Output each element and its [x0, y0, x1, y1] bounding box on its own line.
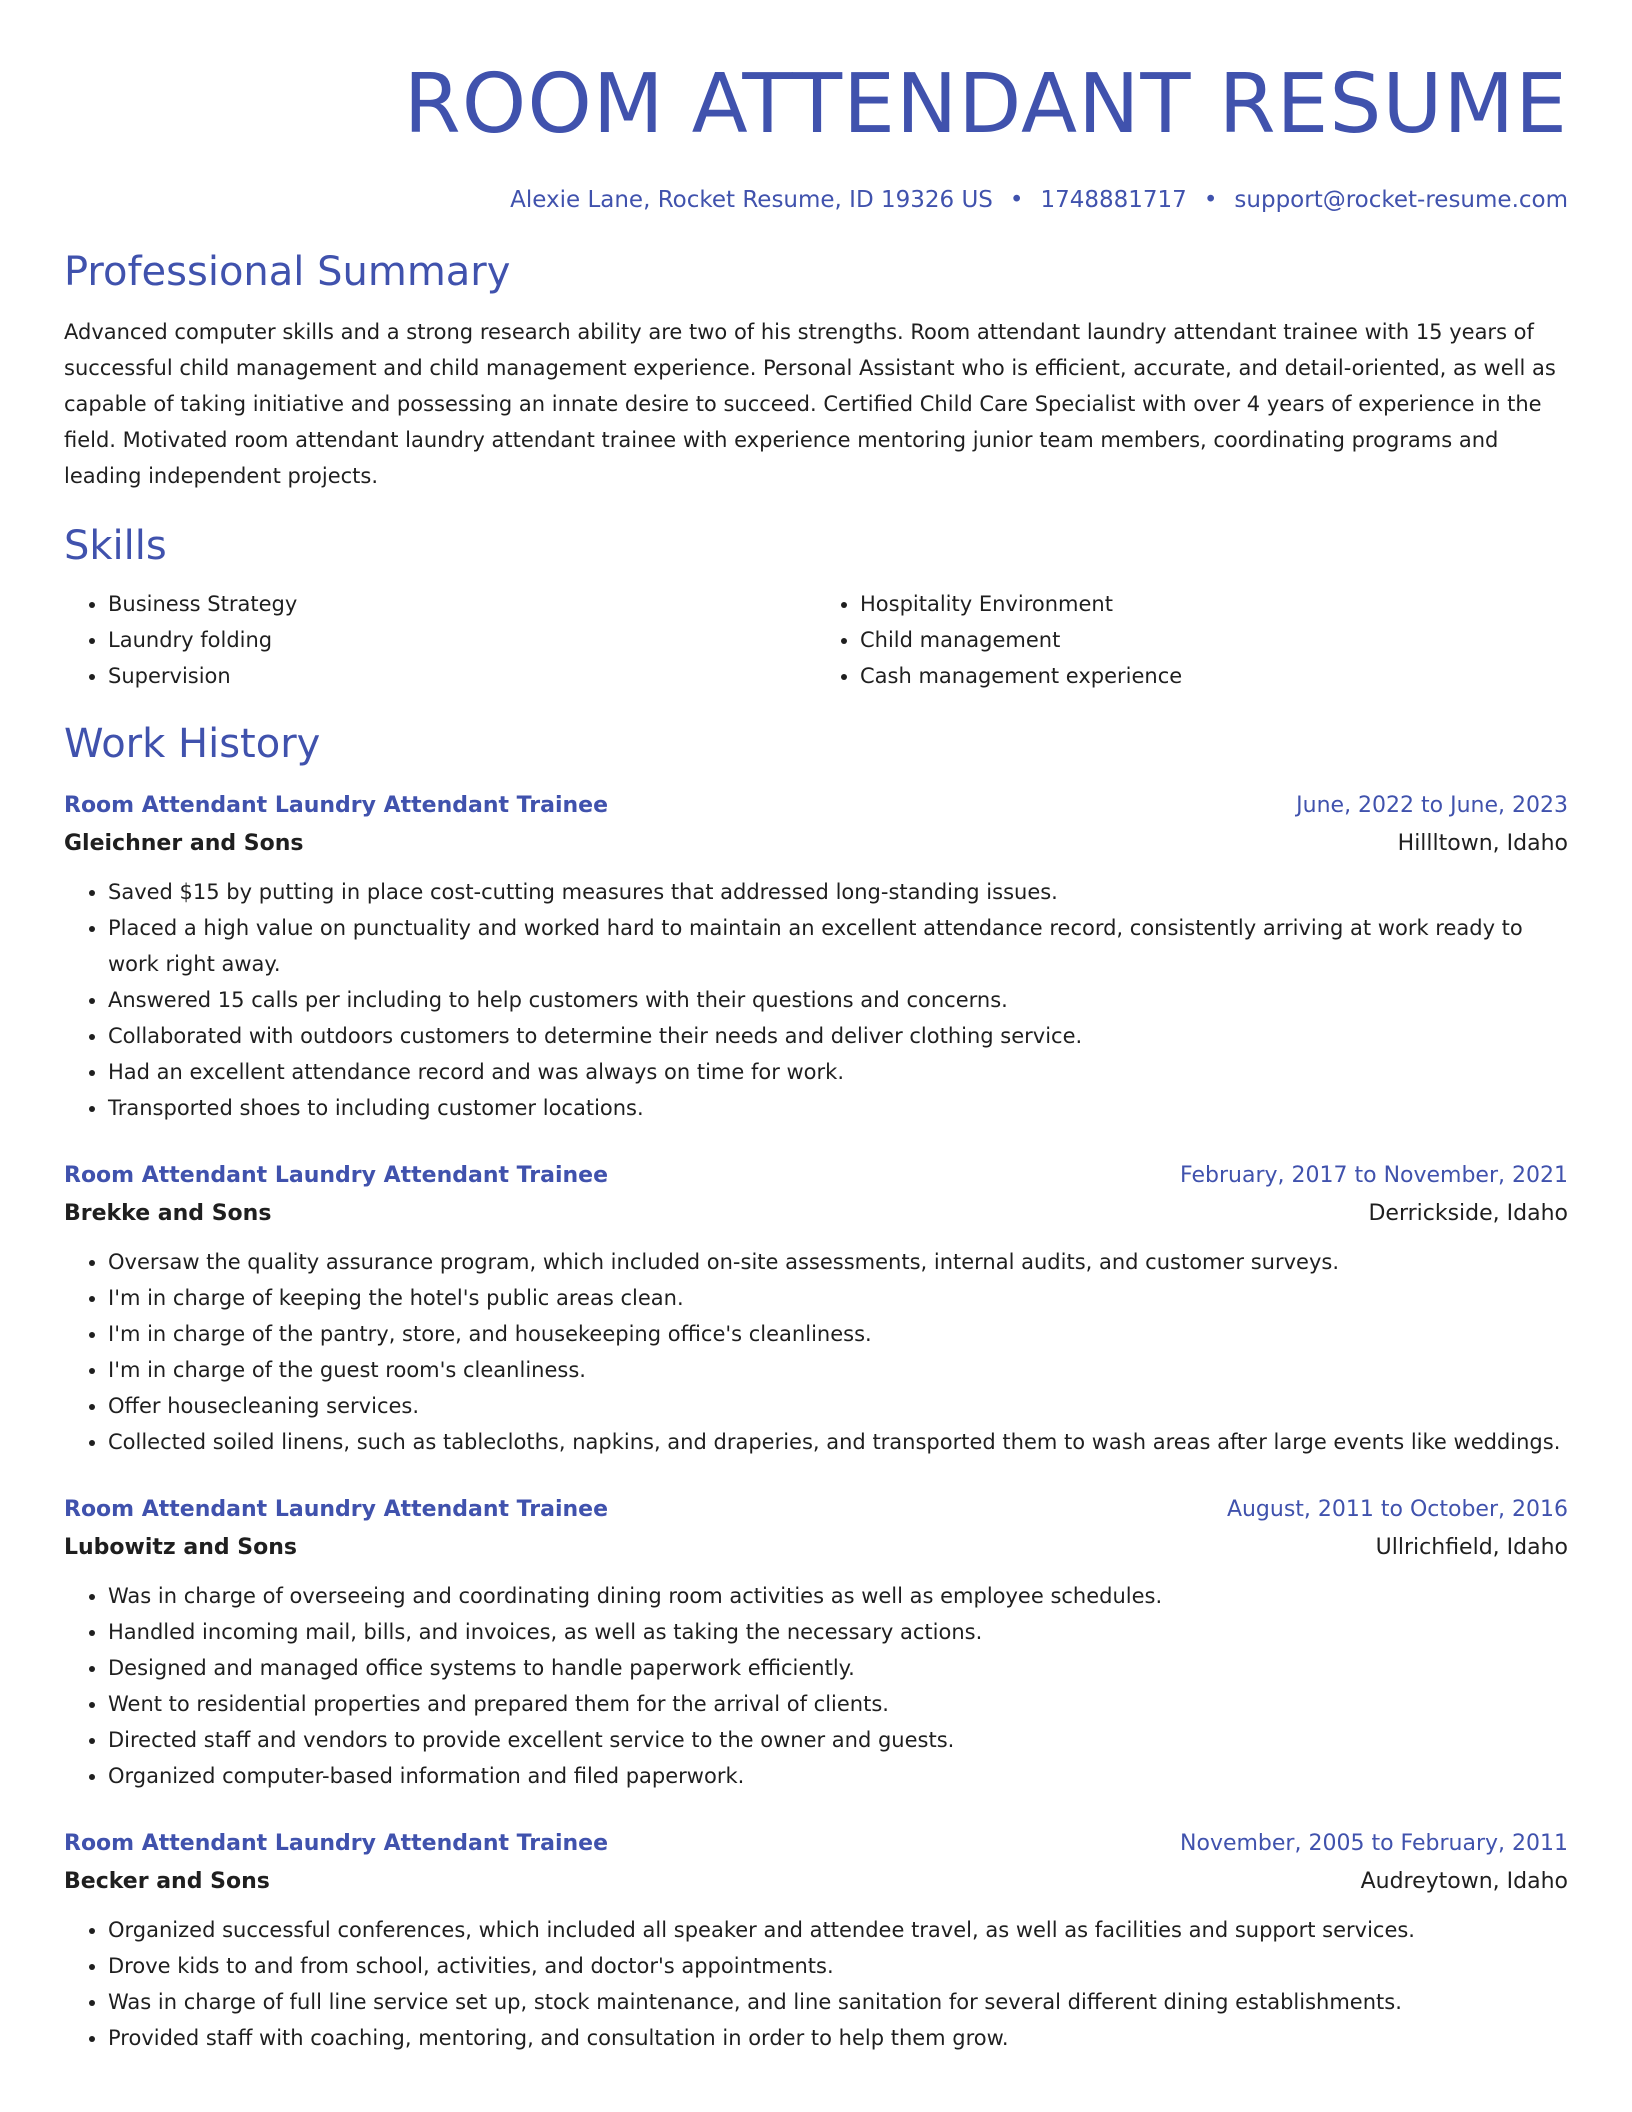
job-company: Lubowitz and Sons — [64, 1535, 298, 1560]
job-dates: February, 2017 to November, 2021 — [1180, 1163, 1568, 1188]
contact-email[interactable]: support@rocket-resume.com — [1234, 187, 1568, 213]
skill-item: • Hospitality Environment — [860, 586, 1568, 622]
skills-list-right — [816, 586, 1568, 694]
contact-line — [64, 184, 1568, 216]
skill-item: • Laundry folding — [108, 622, 816, 658]
job-title: Room Attendant Laundry Attendant Trainee — [64, 1163, 609, 1188]
job-dates: June, 2022 to June, 2023 — [1296, 793, 1568, 818]
job-header-row — [64, 1492, 1568, 1528]
job-bullet: • Was in charge of full line service set up, stock maintenance, and line sanitation for several different dining establishments. — [108, 1984, 1568, 2020]
job-bullet: • Organized successful conferences, which included all speaker and attendee travel, as well as facilities and support services. — [108, 1912, 1568, 1948]
job-header-row — [64, 788, 1568, 824]
job-bullet: • I'm in charge of keeping the hotel's public areas clean. — [108, 1280, 1568, 1316]
job-location: Audreytown, Idaho — [1360, 1869, 1568, 1894]
job-company: Gleichner and Sons — [64, 831, 304, 856]
job-bullet: • Went to residential properties and prepared them for the arrival of clients. — [108, 1686, 1568, 1722]
job-company: Becker and Sons — [64, 1869, 270, 1894]
job-entry — [64, 1158, 1568, 1460]
job-bullets — [64, 1912, 1568, 2056]
job-title: Room Attendant Laundry Attendant Trainee — [64, 793, 609, 818]
job-bullet: • I'm in charge of the guest room's cleanliness. — [108, 1352, 1568, 1388]
job-dates: November, 2005 to February, 2011 — [1180, 1831, 1568, 1856]
job-company-row — [64, 1194, 1568, 1234]
summary-text: Advanced computer skills and a strong research ability are two of his strengths. Room attendant laundry attendant trainee with 15 years of successful child management and child management experience. Personal Assistant who is efficient, accurate, and detail-oriented, as well as capable of taking initiative and possessing an innate desire to succeed. Certified Child Care Specialist with over 4 years of experience in the field. Motivated room attendant laundry attendant trainee with experience mentoring junior team members, coordinating programs and leading independent projects. — [64, 320, 1556, 488]
job-bullet: • Oversaw the quality assurance program, which included on-site assessments, internal audits, and customer surveys. — [108, 1244, 1568, 1280]
job-bullets — [64, 874, 1568, 1126]
skill-item: • Cash management experience — [860, 658, 1568, 694]
skill-item: • Child management — [860, 622, 1568, 658]
job-entry — [64, 1492, 1568, 1794]
job-company-row — [64, 1862, 1568, 1902]
job-bullet: • Was in charge of overseeing and coordinating dining room activities as well as employee schedules. — [108, 1578, 1568, 1614]
job-entry — [64, 1826, 1568, 2056]
job-bullet: • Collaborated with outdoors customers to determine their needs and deliver clothing service. — [108, 1018, 1568, 1054]
job-company-row — [64, 1528, 1568, 1568]
contact-address: Alexie Lane, Rocket Resume, ID 19326 US — [510, 187, 993, 213]
work-history-heading: Work History — [64, 721, 321, 767]
skills-heading: Skills — [64, 523, 167, 569]
skill-item: • Supervision — [108, 658, 816, 694]
job-dates: August, 2011 to October, 2016 — [1226, 1497, 1568, 1522]
job-bullet: • Collected soiled linens, such as tablecloths, napkins, and draperies, and transported them to wash areas after large events like weddings. — [108, 1424, 1568, 1460]
skill-item: • Business Strategy — [108, 586, 816, 622]
job-location: Derrickside, Idaho — [1368, 1201, 1568, 1226]
job-company: Brekke and Sons — [64, 1201, 272, 1226]
job-bullet: • Transported shoes to including customer locations. — [108, 1090, 1568, 1126]
job-bullets — [64, 1244, 1568, 1460]
job-bullet: • Had an excellent attendance record and was always on time for work. — [108, 1054, 1568, 1090]
skills-grid — [64, 586, 1568, 694]
resume-title: ROOM ATTENDANT RESUME — [403, 57, 1568, 152]
job-location: Ullrichfield, Idaho — [1375, 1535, 1568, 1560]
job-bullet: • Offer housecleaning services. — [108, 1388, 1568, 1424]
job-bullet: • Drove kids to and from school, activities, and doctor's appointments. — [108, 1948, 1568, 1984]
job-bullet: • Answered 15 calls per including to help customers with their questions and concerns. — [108, 982, 1568, 1018]
job-title: Room Attendant Laundry Attendant Trainee — [64, 1831, 609, 1856]
job-location: Hillltown, Idaho — [1397, 831, 1568, 856]
job-bullet: • Placed a high value on punctuality and worked hard to maintain an excellent attendance record, consistently arriving at work ready to work right away. — [108, 910, 1568, 982]
job-bullet: • Directed staff and vendors to provide excellent service to the owner and guests. — [108, 1722, 1568, 1758]
skills-list-left — [64, 586, 816, 694]
job-header-row — [64, 1826, 1568, 1862]
job-title: Room Attendant Laundry Attendant Trainee — [64, 1497, 609, 1522]
job-company-row — [64, 824, 1568, 864]
job-header-row — [64, 1158, 1568, 1194]
contact-phone: 1748881717 — [1040, 187, 1187, 213]
job-entry — [64, 788, 1568, 1126]
job-bullet: • Handled incoming mail, bills, and invoices, as well as taking the necessary actions. — [108, 1614, 1568, 1650]
contact-separator: • — [1203, 187, 1218, 213]
job-bullet: • Provided staff with coaching, mentoring, and consultation in order to help them grow. — [108, 2020, 1568, 2056]
job-bullet: • Saved $15 by putting in place cost-cutting measures that addressed long-standing issues. — [108, 874, 1568, 910]
job-bullet: • Designed and managed office systems to handle paperwork efficiently. — [108, 1650, 1568, 1686]
summary-heading: Professional Summary — [64, 249, 511, 295]
job-bullets — [64, 1578, 1568, 1794]
contact-separator: • — [1009, 187, 1024, 213]
job-bullet: • I'm in charge of the pantry, store, and housekeeping office's cleanliness. — [108, 1316, 1568, 1352]
job-bullet: • Organized computer-based information and filed paperwork. — [108, 1758, 1568, 1794]
